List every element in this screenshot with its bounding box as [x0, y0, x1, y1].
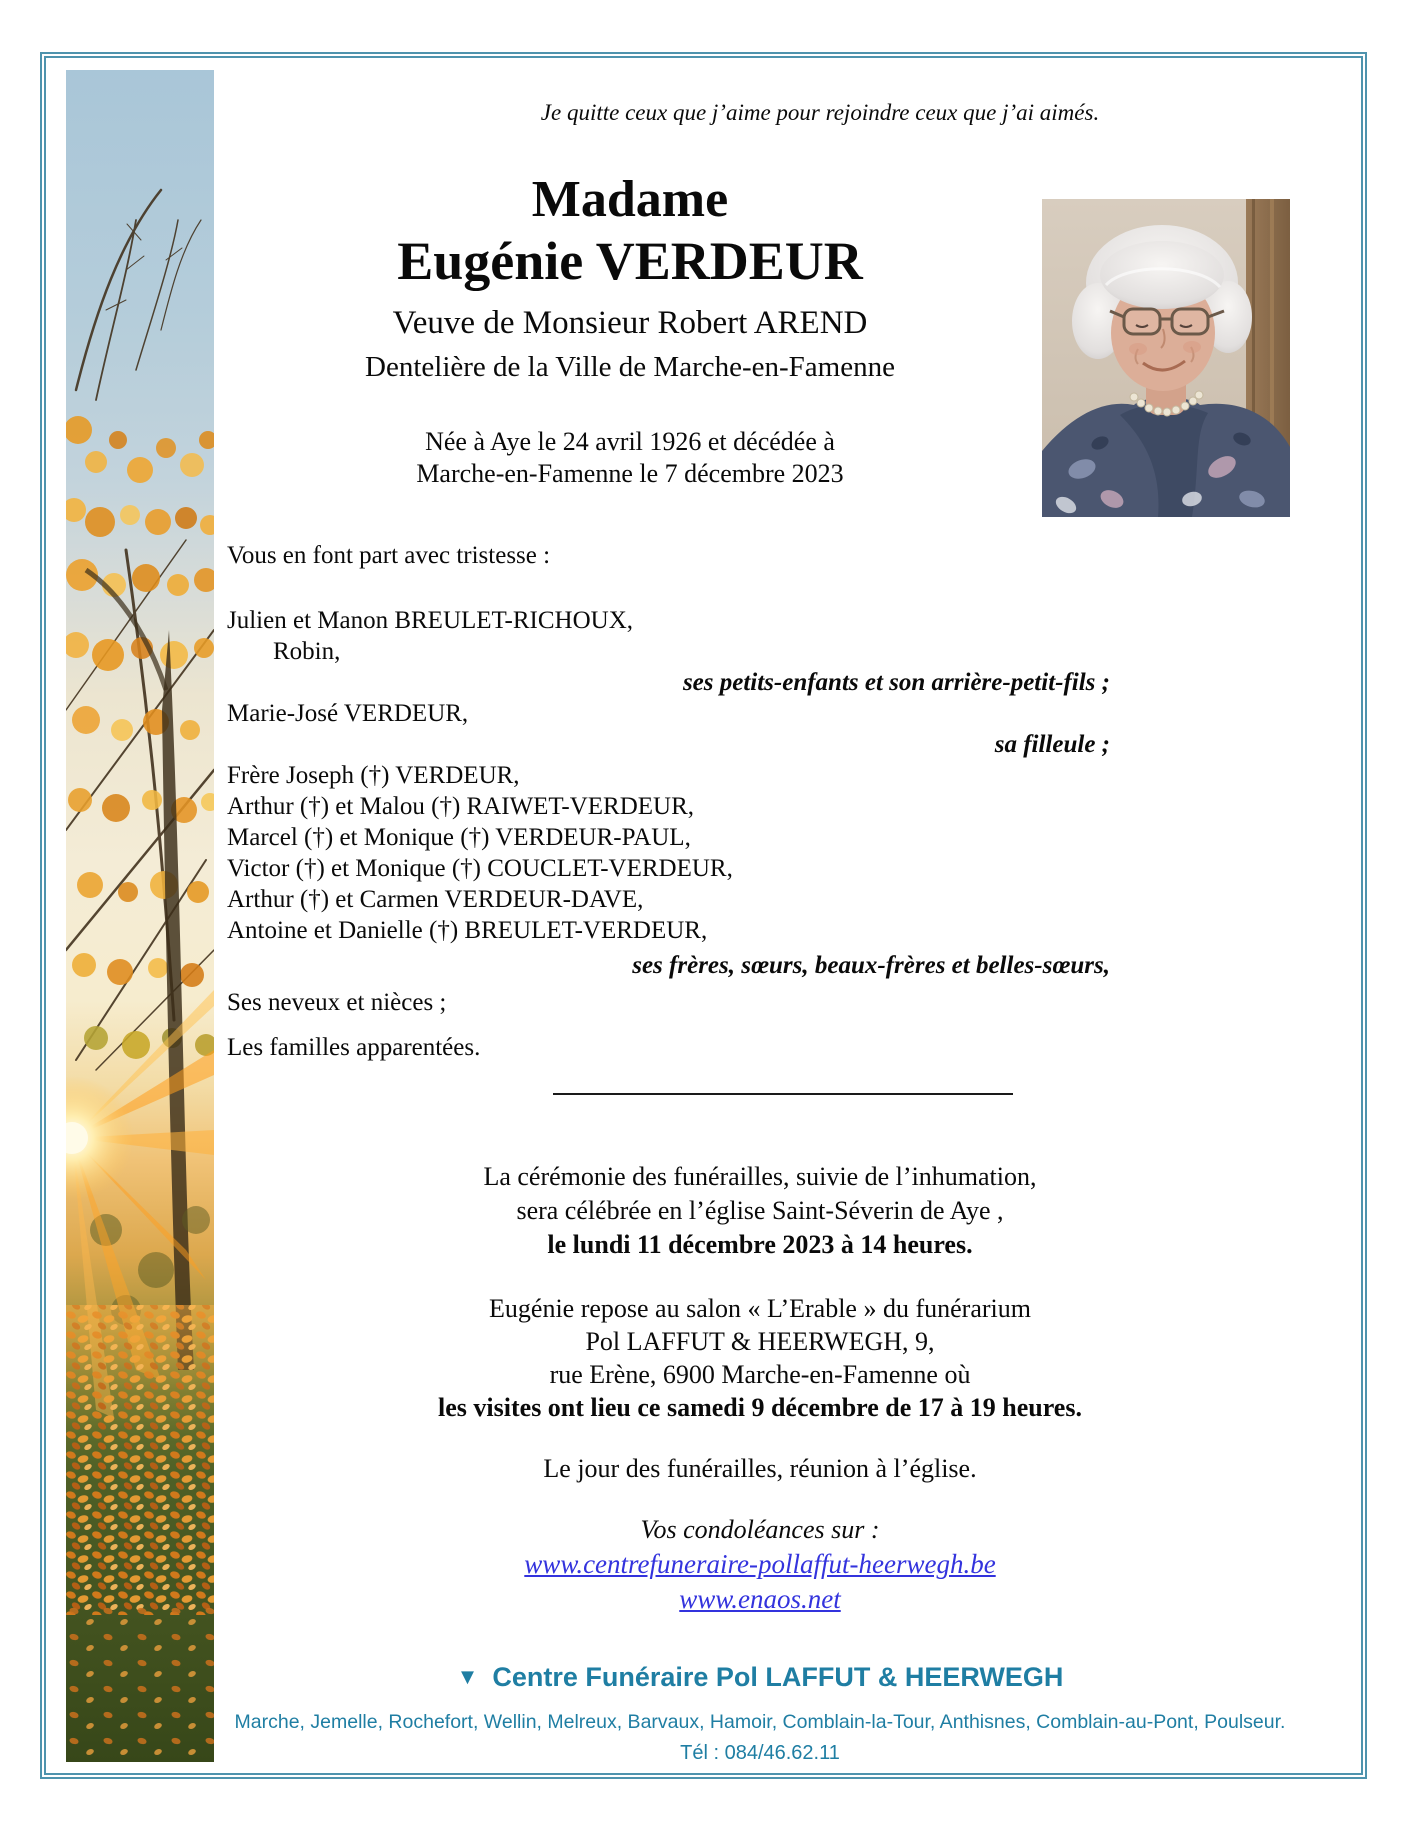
announcement-intro: Vous en font part avec tristesse :: [227, 542, 551, 569]
triangle-down-icon: ▼: [456, 1664, 479, 1689]
branch-cities-line: Marche, Jemelle, Rochefort, Wellin, Melreux, Barvaux, Hamoir, Comblain-la-Tour, Anthisnes, Comblain-au-Pont, Poulseur.: [234, 1711, 1286, 1733]
condolences-label: Vos condoléances sur :: [640, 1515, 880, 1544]
memorial-quote: Je quitte ceux que j’aime pour rejoindre ceux que j’ai aimés.: [540, 100, 1100, 125]
ceremony-line: sera célébrée en l’église Saint-Séverin de Aye ,: [516, 1196, 1004, 1225]
widow-line: Veuve de Monsieur Robert AREND: [392, 305, 868, 341]
repose-line: Eugénie repose au salon « L’Erable » du funérarium: [489, 1294, 1031, 1323]
phone-line: Tél : 084/46.62.11: [680, 1742, 840, 1764]
announcement-block: [227, 540, 1110, 1063]
repose-line: Pol LAFFUT & HEERWEGH, 9,: [585, 1327, 935, 1356]
autumn-trees-illustration: [66, 70, 214, 1762]
death-line: Marche-en-Famenne le 7 décembre 2023: [416, 459, 844, 488]
reunion-line: Le jour des funérailles, réunion à l’église.: [543, 1454, 977, 1483]
deceased-name: Eugénie VERDEUR: [397, 231, 863, 291]
section-divider-line: [553, 1093, 1013, 1095]
family-line: Arthur (†) et Carmen VERDEUR-DAVE,: [227, 886, 644, 913]
ceremony-line: La cérémonie des funérailles, suivie de l’inhumation,: [483, 1162, 1037, 1191]
family-line: Antoine et Danielle (†) BREULET-VERDEUR,: [227, 917, 708, 944]
portrait-illustration: [1042, 199, 1290, 517]
brand-name: Centre Funéraire Pol LAFFUT & HEERWEGH: [492, 1662, 1064, 1692]
birth-line: Née à Aye le 24 avril 1926 et décédée à: [425, 427, 835, 456]
family-line: Arthur (†) et Malou (†) RAIWET-VERDEUR,: [227, 793, 695, 820]
family-line: Julien et Manon BREULET-RICHOUX,: [227, 607, 633, 634]
relation-line: ses frères, sœurs, beaux-frères et belles-sœurs,: [632, 952, 1110, 979]
autumn-photo-strip: [66, 70, 214, 1762]
family-line: Marcel (†) et Monique (†) VERDEUR-PAUL,: [227, 824, 691, 851]
condolences-link-wrapper: [214, 1548, 1306, 1580]
visits-line: les visites ont lieu ce samedi 9 décembre de 17 à 19 heures.: [438, 1393, 1082, 1422]
funeral-home-website-link[interactable]: www.centrefuneraire-pollaffut-heerwegh.be: [524, 1549, 996, 1579]
repose-line: rue Erène, 6900 Marche-en-Famenne où: [549, 1360, 971, 1389]
ceremony-block: [214, 1160, 1306, 1262]
relation-line: sa filleule ;: [994, 731, 1110, 758]
family-line: Frère Joseph (†) VERDEUR,: [227, 762, 520, 789]
family-line: Ses neveux et nièces ;: [227, 989, 447, 1016]
family-line: Victor (†) et Monique (†) COUCLET-VERDEUR,: [227, 855, 733, 882]
deceased-portrait-photo: [1042, 199, 1290, 517]
enaos-website-link[interactable]: www.enaos.net: [679, 1584, 841, 1614]
repose-block: [214, 1292, 1306, 1424]
family-line: Les familles apparentées.: [227, 1034, 481, 1061]
family-line: Robin,: [273, 638, 341, 665]
birth-death-block: [214, 426, 1046, 490]
title-madame: Madame: [531, 171, 729, 228]
family-line: Marie-José VERDEUR,: [227, 700, 469, 727]
ceremony-date-line: le lundi 11 décembre 2023 à 14 heures.: [547, 1230, 973, 1259]
relation-line: ses petits-enfants et son arrière-petit-fils ;: [682, 669, 1110, 696]
condolences-link-wrapper: [214, 1583, 1306, 1615]
occupation-line: Dentelière de la Ville de Marche-en-Famenne: [365, 351, 895, 383]
headline-block: [214, 170, 1046, 490]
funeral-home-brand: [214, 1660, 1306, 1696]
